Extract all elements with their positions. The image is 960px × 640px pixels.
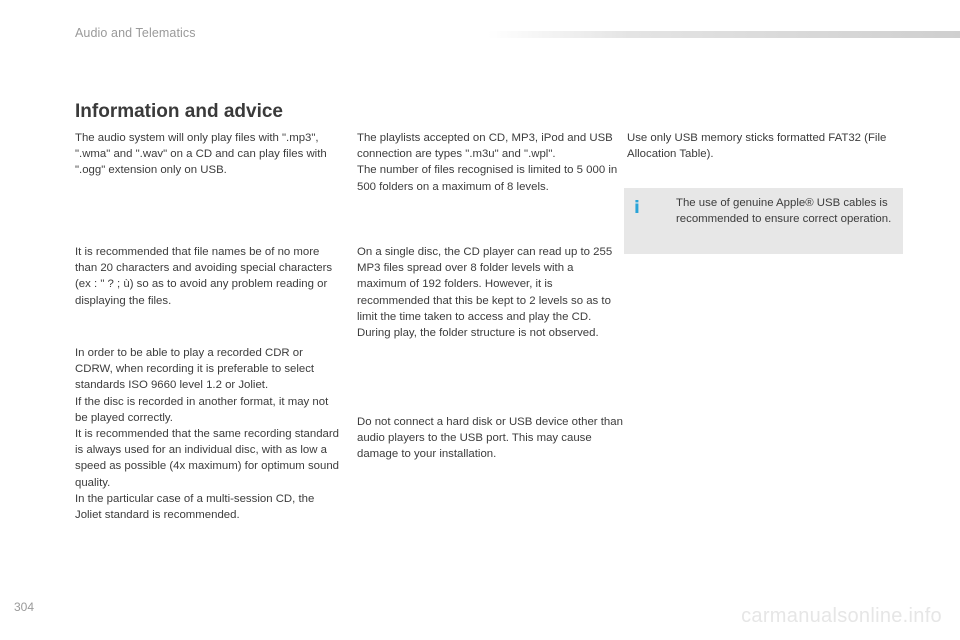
paragraph: In the particular case of a multi-session CD, the Joliet standard is recommended. bbox=[75, 492, 315, 522]
paragraph: Do not connect a hard disk or USB device other than audio players to the USB port. This may cause damage to your installation. bbox=[357, 416, 623, 461]
info-icon: i bbox=[634, 198, 640, 218]
paragraph: The audio system will only play files with ".mp3", ".wma" and ".wav" on a CD and can play files with ".ogg" extension only on USB. bbox=[75, 132, 327, 177]
paragraph: If the disc is recorded in another format, it may not be played correctly. bbox=[75, 395, 329, 424]
column1-block1 bbox=[75, 130, 340, 179]
paragraph: Use only USB memory sticks formatted FAT32 (File Allocation Table). bbox=[627, 132, 887, 161]
paragraph: It is recommended that file names be of no more than 20 characters and avoiding special characters (ex : " ? ; ù) so as to avoid any problem reading or displaying the files. bbox=[75, 246, 333, 307]
column2-block3 bbox=[357, 414, 625, 463]
header-title: Audio and Telematics bbox=[75, 26, 196, 40]
paragraph: In order to be able to play a recorded CDR or CDRW, when recording it is preferable to select standards ISO 9660 level 1.2 or Joliet. bbox=[75, 347, 315, 392]
column3-block1 bbox=[627, 130, 907, 162]
paragraph: The number of files recognised is limited to 5 000 in 500 folders on a maximum of 8 levels. bbox=[357, 164, 618, 193]
column1-block3 bbox=[75, 345, 340, 523]
page-number: 304 bbox=[14, 600, 35, 614]
column2-block1 bbox=[357, 130, 625, 195]
column2-block2 bbox=[357, 244, 625, 341]
watermark: carmanualsonline.info bbox=[741, 605, 942, 627]
info-box-text: The use of genuine Apple® USB cables is recommended to ensure correct operation. bbox=[676, 197, 892, 226]
paragraph: During play, the folder structure is not observed. bbox=[357, 327, 599, 340]
info-box bbox=[624, 188, 903, 254]
paragraph: It is recommended that the same recording standard is always used for an individual disc, with as low a speed as possible (4x maximum) for optimum sound quality. bbox=[75, 428, 340, 489]
header-rule bbox=[488, 31, 960, 38]
paragraph: On a single disc, the CD player can read up to 255 MP3 files spread over 8 folder levels with a maximum of 192 folders. However, it is recommended that this be kept to 2 levels so as to limit the time taken to access and play the CD. bbox=[357, 246, 613, 323]
section-title: Information and advice bbox=[75, 101, 283, 122]
paragraph: The playlists accepted on CD, MP3, iPod and USB connection are types ".m3u" and ".wpl". bbox=[357, 132, 613, 161]
column1-block2 bbox=[75, 244, 340, 309]
